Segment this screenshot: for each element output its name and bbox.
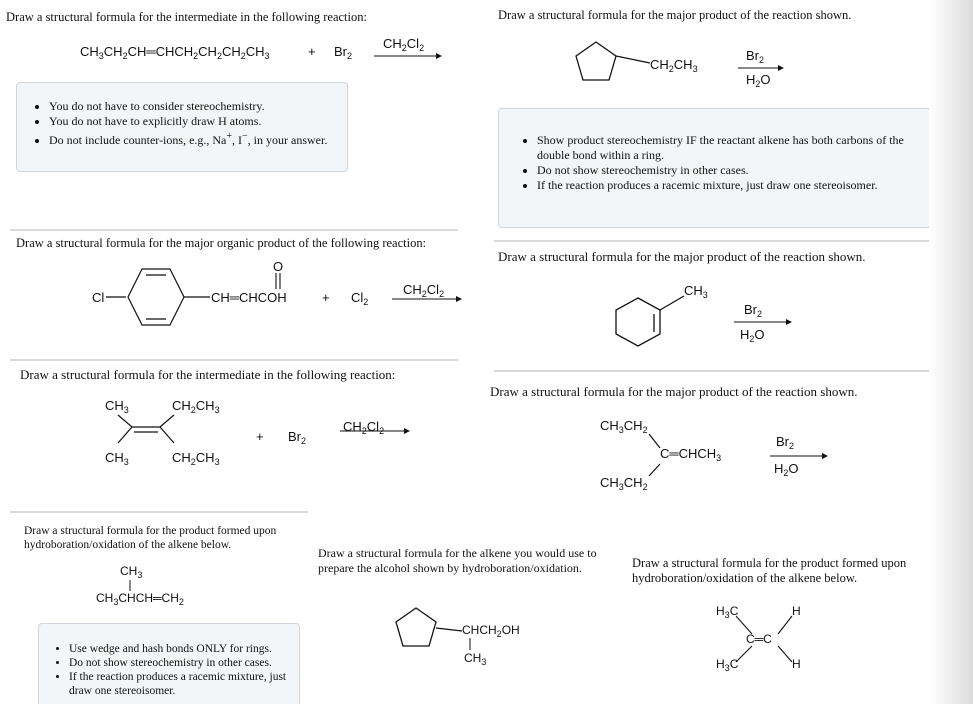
note-item: • Do not include counter-ions, e.g., Na+, I−, in your answer. [49,129,339,148]
question-prompt: Draw a structural formula for the major product of the reaction shown. [498,249,866,264]
side-chain: CH═CHCOH [211,290,287,305]
panel-trisubstituted-alkene-bromohydrin [488,372,948,512]
note-item: • Do not show stereochemistry in other cases. [69,656,293,670]
methyl-top-left: $H_3C$ [716,604,739,620]
reagent-h2o: $H_2O$ [746,72,771,89]
hydrogen-bottom-right: H [792,657,801,671]
chloro-atom: Cl [92,290,105,305]
panel-cyclopentene-bromohydrin [488,0,948,240]
methyl-group: $CH_3$ [684,283,708,300]
solvent-ch2cl2: $CH_2Cl_2$ [383,36,425,53]
question-prompt: Draw a structural formula for the major product of the reaction shown. [490,384,858,399]
question-prompt: Draw a structural formula for the intermediate in the following reaction: [20,367,396,382]
question-prompt: Draw a structural formula for the product formed upon hydroboration/oxidation of the alkene below. [632,556,907,585]
methyl-branch: $CH_3$ [120,564,143,580]
panel-hydroboration-product-2 [620,512,950,704]
question-prompt: Draw a structural formula for the intermediate in the following reaction: [6,10,367,24]
reagent-br2: $Br_2$ [288,429,307,446]
reagent-h2o: $H_2O$ [774,461,799,478]
ethyl-substituent: $CH_2CH_3$ [650,57,698,74]
alkene-structure [0,361,488,511]
note-item: • You do not have to explicitly draw H atoms. [49,114,339,129]
solvent-ch2cl2: $CH_2Cl_2$ [403,282,445,299]
panel-alkene-for-alcohol [310,512,620,704]
reagent-br2: $Br_2$ [776,434,795,451]
question-prompt: Draw a structural formula for the major organic product of the following reaction: [16,236,427,250]
reagent-cl2: $Cl_2$ [351,290,369,307]
ethyl-top: $CH_3CH_2$ [600,418,648,435]
plus-sign: + [322,290,330,305]
methyl-top-left: $CH_3$ [105,398,129,415]
question-prompt: Draw a structural formula for the alkene you would use to prepare the alcohol shown by hydroboration/oxidation. [318,546,597,575]
instruction-notes [38,623,300,704]
reagent-br2: $Br_2$ [334,44,353,61]
alkene-chain: $CH_3CHCH═CH_2$ [96,591,184,607]
reagent-h2o: $H_2O$ [740,327,765,344]
reagent-br2: $Br_2$ [744,302,763,319]
plus-sign: + [256,429,264,444]
ethyl-top-right: $CH_2CH_3$ [172,398,220,415]
plus-sign: + [308,44,316,59]
cyclopentyl-alcohol-structure [310,512,620,704]
instruction-notes [498,108,940,228]
carbonyl-oxygen: O [273,259,284,274]
note-item: • If the reaction produces a racemic mixture, just draw one stereoisomer. [537,178,931,193]
panel-hydroboration-product-1 [0,513,310,704]
methyl-branch: $CH_3$ [464,651,487,667]
window-edge-shadow [929,0,973,704]
note-item: • Show product stereochemistry IF the reactant alkene has both carbons of the double bond within a ring. [537,133,931,163]
alkene-structure [620,512,950,704]
panel-tetrasubstituted-alkene-br2 [0,361,488,511]
solvent-ch2cl2: $CH_2Cl_2$ [343,419,385,436]
question-prompt: Draw a structural formula for the major product of the reaction shown. [498,8,852,22]
hydroxy-chain: $CHCH_2OH$ [462,623,520,639]
panel-cinnamic-acid-cl2 [0,231,488,359]
panel-methylcyclohexene-bromohydrin [488,242,948,370]
alkene-center: $C═CHCH_3$ [660,446,722,463]
reagent-br2: $Br_2$ [746,48,765,65]
methylcyclohexene-structure [488,242,948,370]
note-item: • Use wedge and hash bonds ONLY for rings. [69,642,293,656]
hydrogen-top-right: H [792,604,801,618]
ethyl-bottom-right: $CH_2CH_3$ [172,450,220,467]
note-item: • If the reaction produces a racemic mixture, just draw one stereoisomer. [69,670,293,698]
methyl-bottom-left: $CH_3$ [105,450,129,467]
methyl-bottom-left: $H_3C$ [716,657,739,673]
panel-intermediate-alkene-br2 [0,0,488,230]
reactant-alkene: $CH_3CH_2CH═CHCH_2CH_2CH_2CH_3$ [80,44,270,61]
note-item: • You do not have to consider stereochemistry. [49,99,339,114]
alkene-center: C═C [746,632,772,646]
instruction-notes [16,82,348,172]
note-item: • Do not show stereochemistry in other cases. [537,163,931,178]
ethyl-bottom: $CH_3CH_2$ [600,475,648,492]
alkene-structure [488,372,948,512]
question-prompt: Draw a structural formula for the product formed upon hydroboration/oxidation of the alkene below. [24,525,277,551]
